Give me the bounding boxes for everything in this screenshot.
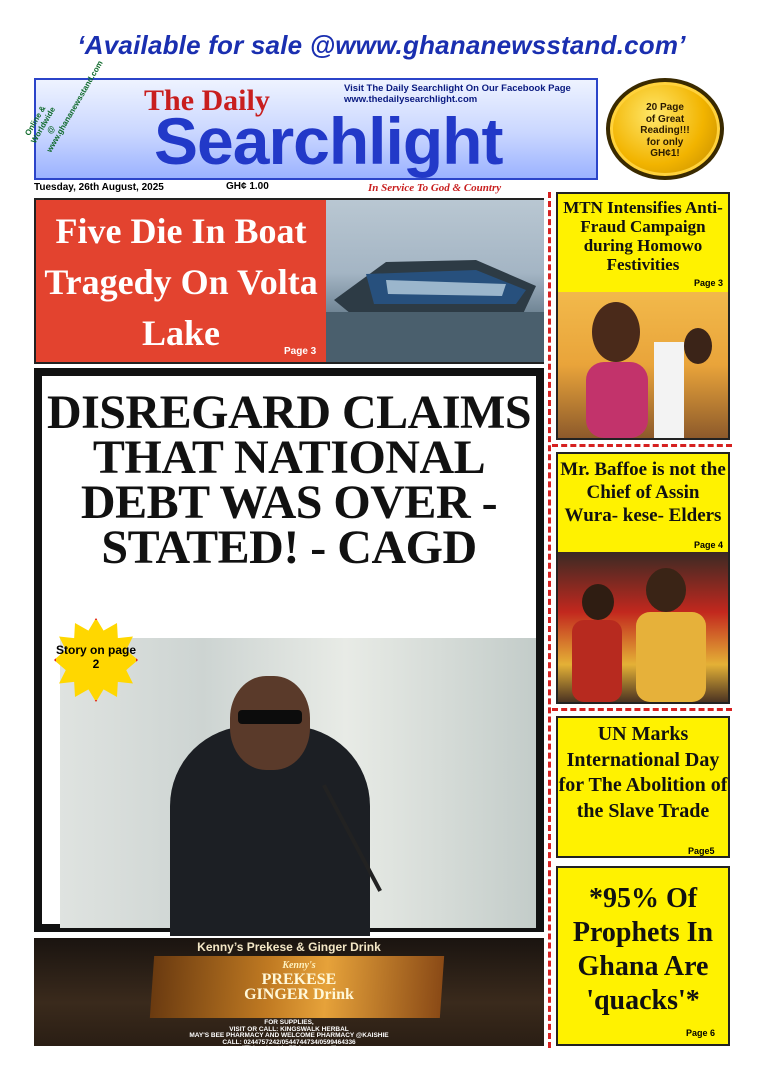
baffoe-page-ref: Page 4: [694, 540, 724, 550]
capsized-boat-image: [326, 200, 544, 362]
sidebar-divider: [552, 444, 732, 447]
masthead-title: [154, 106, 502, 176]
advert-title: Kenny’s Prekese & Ginger Drink: [197, 940, 381, 954]
advert-line: MAY'S BEE PHARMACY AND WELCOME PHARMACY @KAISHIE: [189, 1032, 389, 1039]
advert-line: CALL: 0244757242/0544744734/0599464336: [222, 1038, 356, 1046]
boat-photo: [326, 200, 544, 362]
masthead-facebook-line: Visit The Daily Searchlight On Our Facebook Page: [344, 83, 571, 94]
boat-page-ref: Page 3: [284, 346, 317, 357]
advert-brand: Kenny's: [282, 960, 316, 971]
sale-banner: ‘Available for sale @www.ghananewsstand.com’: [77, 30, 686, 60]
sidebar-story-mtn[interactable]: [556, 192, 730, 440]
advert-product: PREKESE GINGER Drink: [244, 971, 354, 1003]
story-burst-text: Story on page 2: [55, 643, 136, 671]
mtn-photo: [558, 292, 728, 438]
sidebar-story-baffoe[interactable]: [556, 452, 730, 704]
masthead: [23, 59, 598, 180]
boat-story[interactable]: [34, 198, 544, 364]
advert-line: VISIT OR CALL: KINGSWALK HERBAL: [229, 1025, 349, 1033]
main-story-panel: [42, 376, 536, 924]
seal-line: Reading!!!: [640, 125, 690, 136]
seal-line: of Great: [645, 113, 685, 125]
masthead-title-rest: earchlight: [197, 104, 503, 178]
column-divider: [548, 192, 551, 1048]
masthead-title-initial: S: [154, 104, 198, 178]
sidebar-story-prophets[interactable]: [556, 866, 730, 1046]
un-page-ref: Page5: [688, 846, 715, 856]
main-story[interactable]: [34, 368, 544, 932]
seal-line: GH¢1!: [650, 148, 680, 159]
prophets-page-ref: Page 6: [686, 1028, 716, 1038]
boat-headline: Five Die In Boat Tragedy On Volta Lake: [44, 211, 318, 353]
seal-line: 20 Page: [646, 102, 684, 113]
motto: In Service To God & Country: [368, 182, 502, 194]
advert-line: "This advert is FDA approved": [241, 1045, 337, 1052]
sidebar-divider: [552, 708, 732, 711]
advert[interactable]: [34, 938, 544, 1052]
mtn-headline: MTN Intensifies Anti-Fraud Campaign during Homowo Festivities: [563, 198, 723, 274]
seal-line: for only: [646, 136, 684, 148]
issue-price: GH¢ 1.00: [226, 181, 269, 192]
issue-date: Tuesday, 26th August, 2025: [34, 182, 164, 193]
baffoe-photo: [558, 552, 728, 702]
baffoe-headline: Mr. Baffoe is not the Chief of Assin Wura- kese- Elders: [560, 459, 726, 526]
un-headline: UN Marks International Day for The Abolition of the Slave Trade: [558, 723, 728, 822]
price-seal: [606, 78, 724, 180]
online-tag: Online & Worldwide @ www.ghananewsstand.com: [23, 59, 105, 154]
mtn-page-ref: Page 3: [694, 278, 724, 288]
advert-line: FOR SUPPLIES,: [264, 1019, 314, 1026]
elders-image: [558, 552, 728, 702]
mtn-spokesperson-image: [558, 292, 728, 438]
main-headline: DISREGARD CLAIMS THAT NATIONAL DEBT WAS OVER - STATED! - CAGD: [46, 386, 532, 574]
sidebar-story-un[interactable]: [556, 716, 730, 858]
advert-contact: [34, 1020, 544, 1053]
prophets-headline: *95% Of Prophets In Ghana Are 'quacks'*: [572, 883, 714, 1016]
masthead-url[interactable]: www.thedailysearchlight.com: [344, 94, 478, 105]
masthead-the-daily: The Daily: [144, 84, 270, 117]
